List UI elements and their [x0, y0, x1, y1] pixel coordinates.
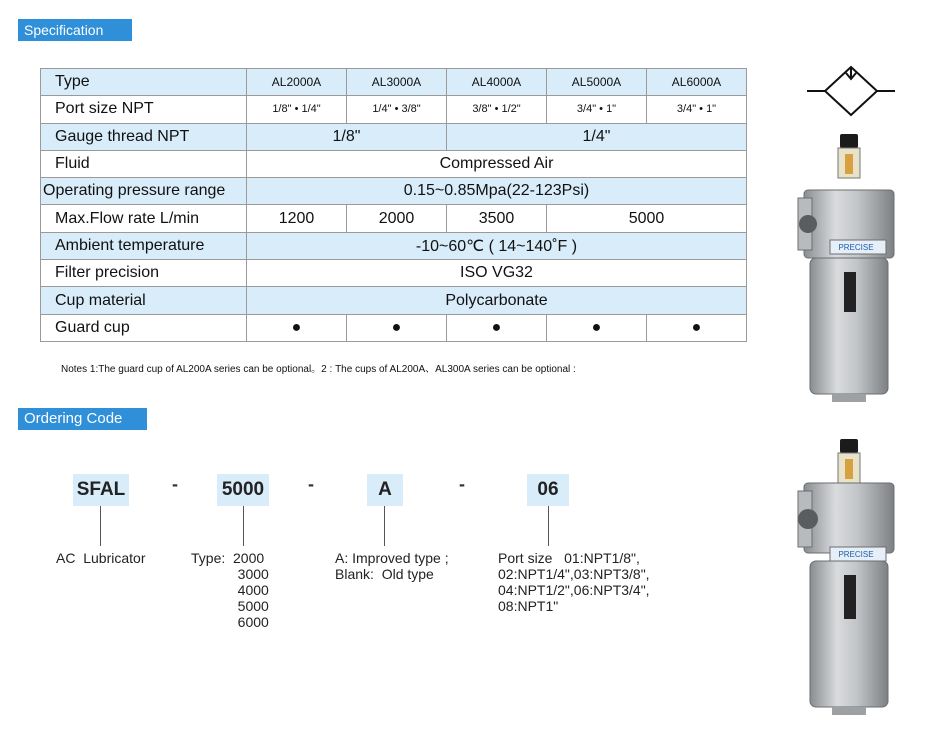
model-cell: AL3000A	[347, 69, 447, 96]
temperature-cell: -10~60℃ ( 14~140˚F )	[247, 232, 747, 259]
model-cell: AL6000A	[647, 69, 747, 96]
port-cell: 3/8" • 1/2"	[447, 96, 547, 123]
model-cell: AL2000A	[247, 69, 347, 96]
table-row-cup	[41, 287, 747, 314]
guard-dot: ●	[247, 314, 347, 341]
port-cell: 1/4" • 3/8"	[347, 96, 447, 123]
ordering-code-heading: Ordering Code	[18, 408, 147, 430]
table-row-gauge	[41, 123, 747, 150]
flow-cell: 1200	[247, 205, 347, 232]
gauge-cell: 1/8"	[247, 123, 447, 150]
code-port: 06	[527, 474, 569, 506]
cup-cell: Polycarbonate	[247, 287, 747, 314]
row-label: Fluid	[41, 150, 247, 177]
leader-line	[548, 506, 549, 546]
code-type: 5000	[217, 474, 269, 506]
table-row-flow	[41, 205, 747, 232]
table-row-temperature	[41, 232, 747, 259]
row-label: Operating pressure range	[41, 178, 247, 205]
model-cell: AL4000A	[447, 69, 547, 96]
row-label: Ambient temperature	[41, 232, 247, 259]
leader-line	[243, 506, 244, 546]
guard-dot: ●	[347, 314, 447, 341]
code-dash: -	[459, 474, 465, 494]
port-cell: 1/8" • 1/4"	[247, 96, 347, 123]
row-label: Type	[41, 69, 247, 96]
row-label: Gauge thread NPT	[41, 123, 247, 150]
fluid-cell: Compressed Air	[247, 150, 747, 177]
row-label: Filter precision	[41, 260, 247, 287]
leader-line	[100, 506, 101, 546]
table-row-guard	[41, 314, 747, 341]
lubricator-symbol-icon	[805, 65, 897, 117]
code-dash: -	[308, 474, 314, 494]
guard-dot: ●	[547, 314, 647, 341]
row-label: Guard cup	[41, 314, 247, 341]
desc-series: AC Lubricator	[56, 550, 146, 566]
table-row-fluid	[41, 150, 747, 177]
code-dash: -	[172, 474, 178, 494]
brand-label: PRECISE	[838, 243, 874, 252]
table-row-port	[41, 96, 747, 123]
port-cell: 3/4" • 1"	[647, 96, 747, 123]
desc-port: Port size 01:NPT1/8", 02:NPT1/4",03:NPT3/8", 04:NPT1/2",06:NPT3/4", 08:NPT1"	[498, 550, 650, 614]
table-row-filter	[41, 260, 747, 287]
specification-heading: Specification	[18, 19, 132, 41]
model-cell: AL5000A	[547, 69, 647, 96]
guard-dot: ●	[647, 314, 747, 341]
port-cell: 3/4" • 1"	[547, 96, 647, 123]
row-label: Max.Flow rate L/min	[41, 205, 247, 232]
lubricator-product-image	[796, 132, 902, 404]
specification-table	[40, 68, 747, 342]
flow-cell: 3500	[447, 205, 547, 232]
pressure-cell: 0.15~0.85Mpa(22-123Psi)	[247, 178, 747, 205]
flow-cell: 2000	[347, 205, 447, 232]
code-series: SFAL	[73, 474, 129, 506]
code-version: A	[367, 474, 403, 506]
flow-cell: 5000	[547, 205, 747, 232]
row-label: Port size NPT	[41, 96, 247, 123]
gauge-cell: 1/4"	[447, 123, 747, 150]
row-label: Cup material	[41, 287, 247, 314]
table-notes: Notes 1:The guard cup of AL200A series can be optional。2 : The cups of AL200A、AL300A series can be optional :	[61, 364, 576, 375]
table-row-pressure	[41, 178, 747, 205]
leader-line	[384, 506, 385, 546]
guard-dot: ●	[447, 314, 547, 341]
table-row-type	[41, 69, 747, 96]
brand-label: PRECISE	[838, 550, 874, 559]
filter-cell: ISO VG32	[247, 260, 747, 287]
lubricator-product-image	[796, 437, 902, 717]
desc-type: Type: 2000 3000 4000 5000 6000	[191, 550, 269, 630]
desc-version: A: Improved type ; Blank: Old type	[335, 550, 449, 582]
